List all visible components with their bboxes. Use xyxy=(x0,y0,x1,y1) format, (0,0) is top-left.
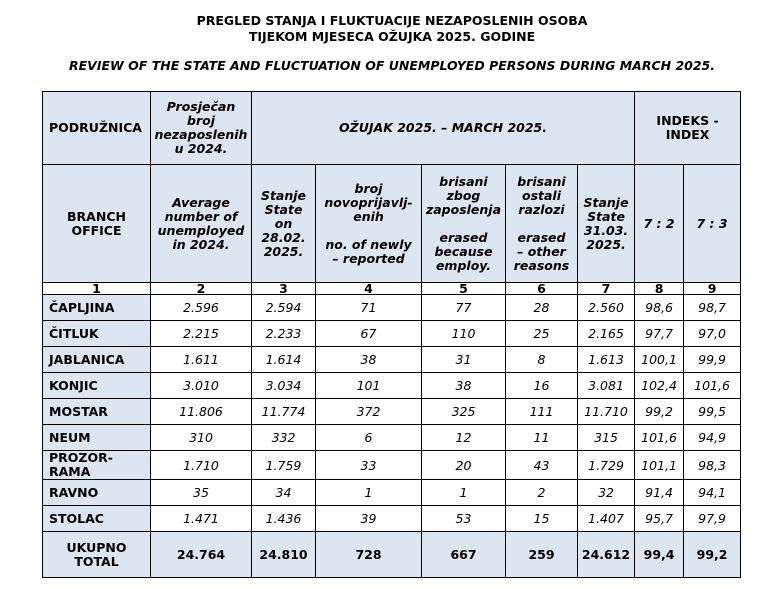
table-cell: 1.729 xyxy=(578,451,635,480)
branch-name: JABLANICA xyxy=(43,347,151,373)
table-cell: 16 xyxy=(506,373,578,399)
table-cell: 2.215 xyxy=(151,321,252,347)
table-cell: 101,6 xyxy=(684,373,741,399)
table-cell: 77 xyxy=(422,295,506,321)
table-cell: 97,9 xyxy=(684,506,741,532)
table-cell: 38 xyxy=(422,373,506,399)
header-state-feb: Stanje State on 28.02. 2025. xyxy=(252,165,316,283)
table-row xyxy=(43,347,741,373)
header-erased-other: brisani ostali razlozi erased – other reasons xyxy=(506,165,578,283)
table-row xyxy=(43,321,741,347)
table-cell: 39 xyxy=(316,506,422,532)
header-indeks: INDEKS - INDEX xyxy=(635,92,741,165)
table-cell: 372 xyxy=(316,399,422,425)
table-cell: 28 xyxy=(506,295,578,321)
table-cell: 97,7 xyxy=(635,321,684,347)
table-cell: 94,1 xyxy=(684,480,741,506)
table-cell: 8 xyxy=(506,347,578,373)
header-podruznica: PODRUŽNICA xyxy=(43,92,151,165)
table-cell: 315 xyxy=(578,425,635,451)
table-cell: 31 xyxy=(422,347,506,373)
branch-name: ČAPLJINA xyxy=(43,295,151,321)
header-month: OŽUJAK 2025. – MARCH 2025. xyxy=(252,92,635,165)
branch-name: NEUM xyxy=(43,425,151,451)
table-cell: 101 xyxy=(316,373,422,399)
header-prosjecan: Prosječan broj nezaposlenih u 2024. xyxy=(151,92,252,165)
total-cell: 24.810 xyxy=(252,532,316,578)
table-cell: 98,7 xyxy=(684,295,741,321)
total-cell: 24.612 xyxy=(578,532,635,578)
table-cell: 1.407 xyxy=(578,506,635,532)
table-cell: 325 xyxy=(422,399,506,425)
table-cell: 2.594 xyxy=(252,295,316,321)
branch-name: RAVNO xyxy=(43,480,151,506)
table-cell: 12 xyxy=(422,425,506,451)
table-row xyxy=(43,399,741,425)
table-cell: 2.596 xyxy=(151,295,252,321)
col-number: 3 xyxy=(252,283,316,295)
table-cell: 2.233 xyxy=(252,321,316,347)
table-cell: 97,0 xyxy=(684,321,741,347)
branch-name: MOSTAR xyxy=(43,399,151,425)
col-number: 8 xyxy=(635,283,684,295)
table-cell: 3.010 xyxy=(151,373,252,399)
table-row xyxy=(43,295,741,321)
title-line-2: TIJEKOM MJESECA OŽUJKA 2025. GODINE xyxy=(248,29,536,44)
col-number: 1 xyxy=(43,283,151,295)
table-cell: 11 xyxy=(506,425,578,451)
table-cell: 98,3 xyxy=(684,451,741,480)
table-cell: 99,2 xyxy=(635,399,684,425)
unemployment-table xyxy=(42,91,741,578)
table-cell: 310 xyxy=(151,425,252,451)
table-cell: 38 xyxy=(316,347,422,373)
table-cell: 332 xyxy=(252,425,316,451)
table-cell: 3.081 xyxy=(578,373,635,399)
table-cell: 67 xyxy=(316,321,422,347)
table-cell: 99,5 xyxy=(684,399,741,425)
table-cell: 11.774 xyxy=(252,399,316,425)
col-number: 5 xyxy=(422,283,506,295)
table-cell: 102,4 xyxy=(635,373,684,399)
table-cell: 11.710 xyxy=(578,399,635,425)
header-row-2 xyxy=(43,165,741,283)
table-row xyxy=(43,451,741,480)
header-average: Average number of unemployed in 2024. xyxy=(151,165,252,283)
total-row xyxy=(43,532,741,578)
table-row xyxy=(43,373,741,399)
table-cell: 2.165 xyxy=(578,321,635,347)
table-cell: 71 xyxy=(316,295,422,321)
table-cell: 100,1 xyxy=(635,347,684,373)
branch-name: KONJIC xyxy=(43,373,151,399)
table-row xyxy=(43,425,741,451)
table-cell: 43 xyxy=(506,451,578,480)
table-cell: 35 xyxy=(151,480,252,506)
col-number: 6 xyxy=(506,283,578,295)
table-cell: 15 xyxy=(506,506,578,532)
col-number: 4 xyxy=(316,283,422,295)
table-cell: 1.471 xyxy=(151,506,252,532)
header-erased-employ: brisani zbog zaposlenja erased because employ. xyxy=(422,165,506,283)
table-cell: 1.614 xyxy=(252,347,316,373)
table-cell: 111 xyxy=(506,399,578,425)
table-cell: 1.611 xyxy=(151,347,252,373)
total-cell: 667 xyxy=(422,532,506,578)
table-cell: 25 xyxy=(506,321,578,347)
table-cell: 1.436 xyxy=(252,506,316,532)
column-number-row xyxy=(43,283,741,295)
table-cell: 1.613 xyxy=(578,347,635,373)
title-line-english: REVIEW OF THE STATE AND FLUCTUATION OF UNEMPLOYED PERSONS DURING MARCH 2025. xyxy=(69,58,715,73)
table-cell: 2 xyxy=(506,480,578,506)
table-cell: 98,6 xyxy=(635,295,684,321)
table-cell: 20 xyxy=(422,451,506,480)
header-row-1 xyxy=(43,92,741,165)
table-cell: 33 xyxy=(316,451,422,480)
table-cell: 3.034 xyxy=(252,373,316,399)
total-label: UKUPNO TOTAL xyxy=(43,532,151,578)
table-row xyxy=(43,480,741,506)
table-cell: 94,9 xyxy=(684,425,741,451)
table-cell: 101,6 xyxy=(635,425,684,451)
table-cell: 95,7 xyxy=(635,506,684,532)
table-cell: 32 xyxy=(578,480,635,506)
table-cell: 53 xyxy=(422,506,506,532)
table-cell: 101,1 xyxy=(635,451,684,480)
col-number: 2 xyxy=(151,283,252,295)
table-cell: 34 xyxy=(252,480,316,506)
total-cell: 24.764 xyxy=(151,532,252,578)
branch-name: PROZOR- RAMA xyxy=(43,451,151,480)
title-line-1: PREGLED STANJA I FLUKTUACIJE NEZAPOSLENIH OSOBA xyxy=(196,13,588,28)
table-cell: 1 xyxy=(316,480,422,506)
col-number: 7 xyxy=(578,283,635,295)
branch-name: STOLAC xyxy=(43,506,151,532)
table-cell: 99,9 xyxy=(684,347,741,373)
table-cell: 1 xyxy=(422,480,506,506)
total-cell: 99,4 xyxy=(635,532,684,578)
table-cell: 2.560 xyxy=(578,295,635,321)
branch-name: ČITLUK xyxy=(43,321,151,347)
table-row xyxy=(43,506,741,532)
total-cell: 259 xyxy=(506,532,578,578)
table-cell: 1.759 xyxy=(252,451,316,480)
table-cell: 110 xyxy=(422,321,506,347)
table-cell: 6 xyxy=(316,425,422,451)
total-cell: 728 xyxy=(316,532,422,578)
header-index-7-2: 7 : 2 xyxy=(635,165,684,283)
table-cell: 11.806 xyxy=(151,399,252,425)
total-cell: 99,2 xyxy=(684,532,741,578)
header-newly-reported: broj novoprijavlj- enih no. of newly – reported xyxy=(316,165,422,283)
header-state-mar: Stanje State 31.03. 2025. xyxy=(578,165,635,283)
header-branch-office: BRANCH OFFICE xyxy=(43,165,151,283)
table-cell: 91,4 xyxy=(635,480,684,506)
col-number: 9 xyxy=(684,283,741,295)
header-index-7-3: 7 : 3 xyxy=(684,165,741,283)
table-cell: 1.710 xyxy=(151,451,252,480)
